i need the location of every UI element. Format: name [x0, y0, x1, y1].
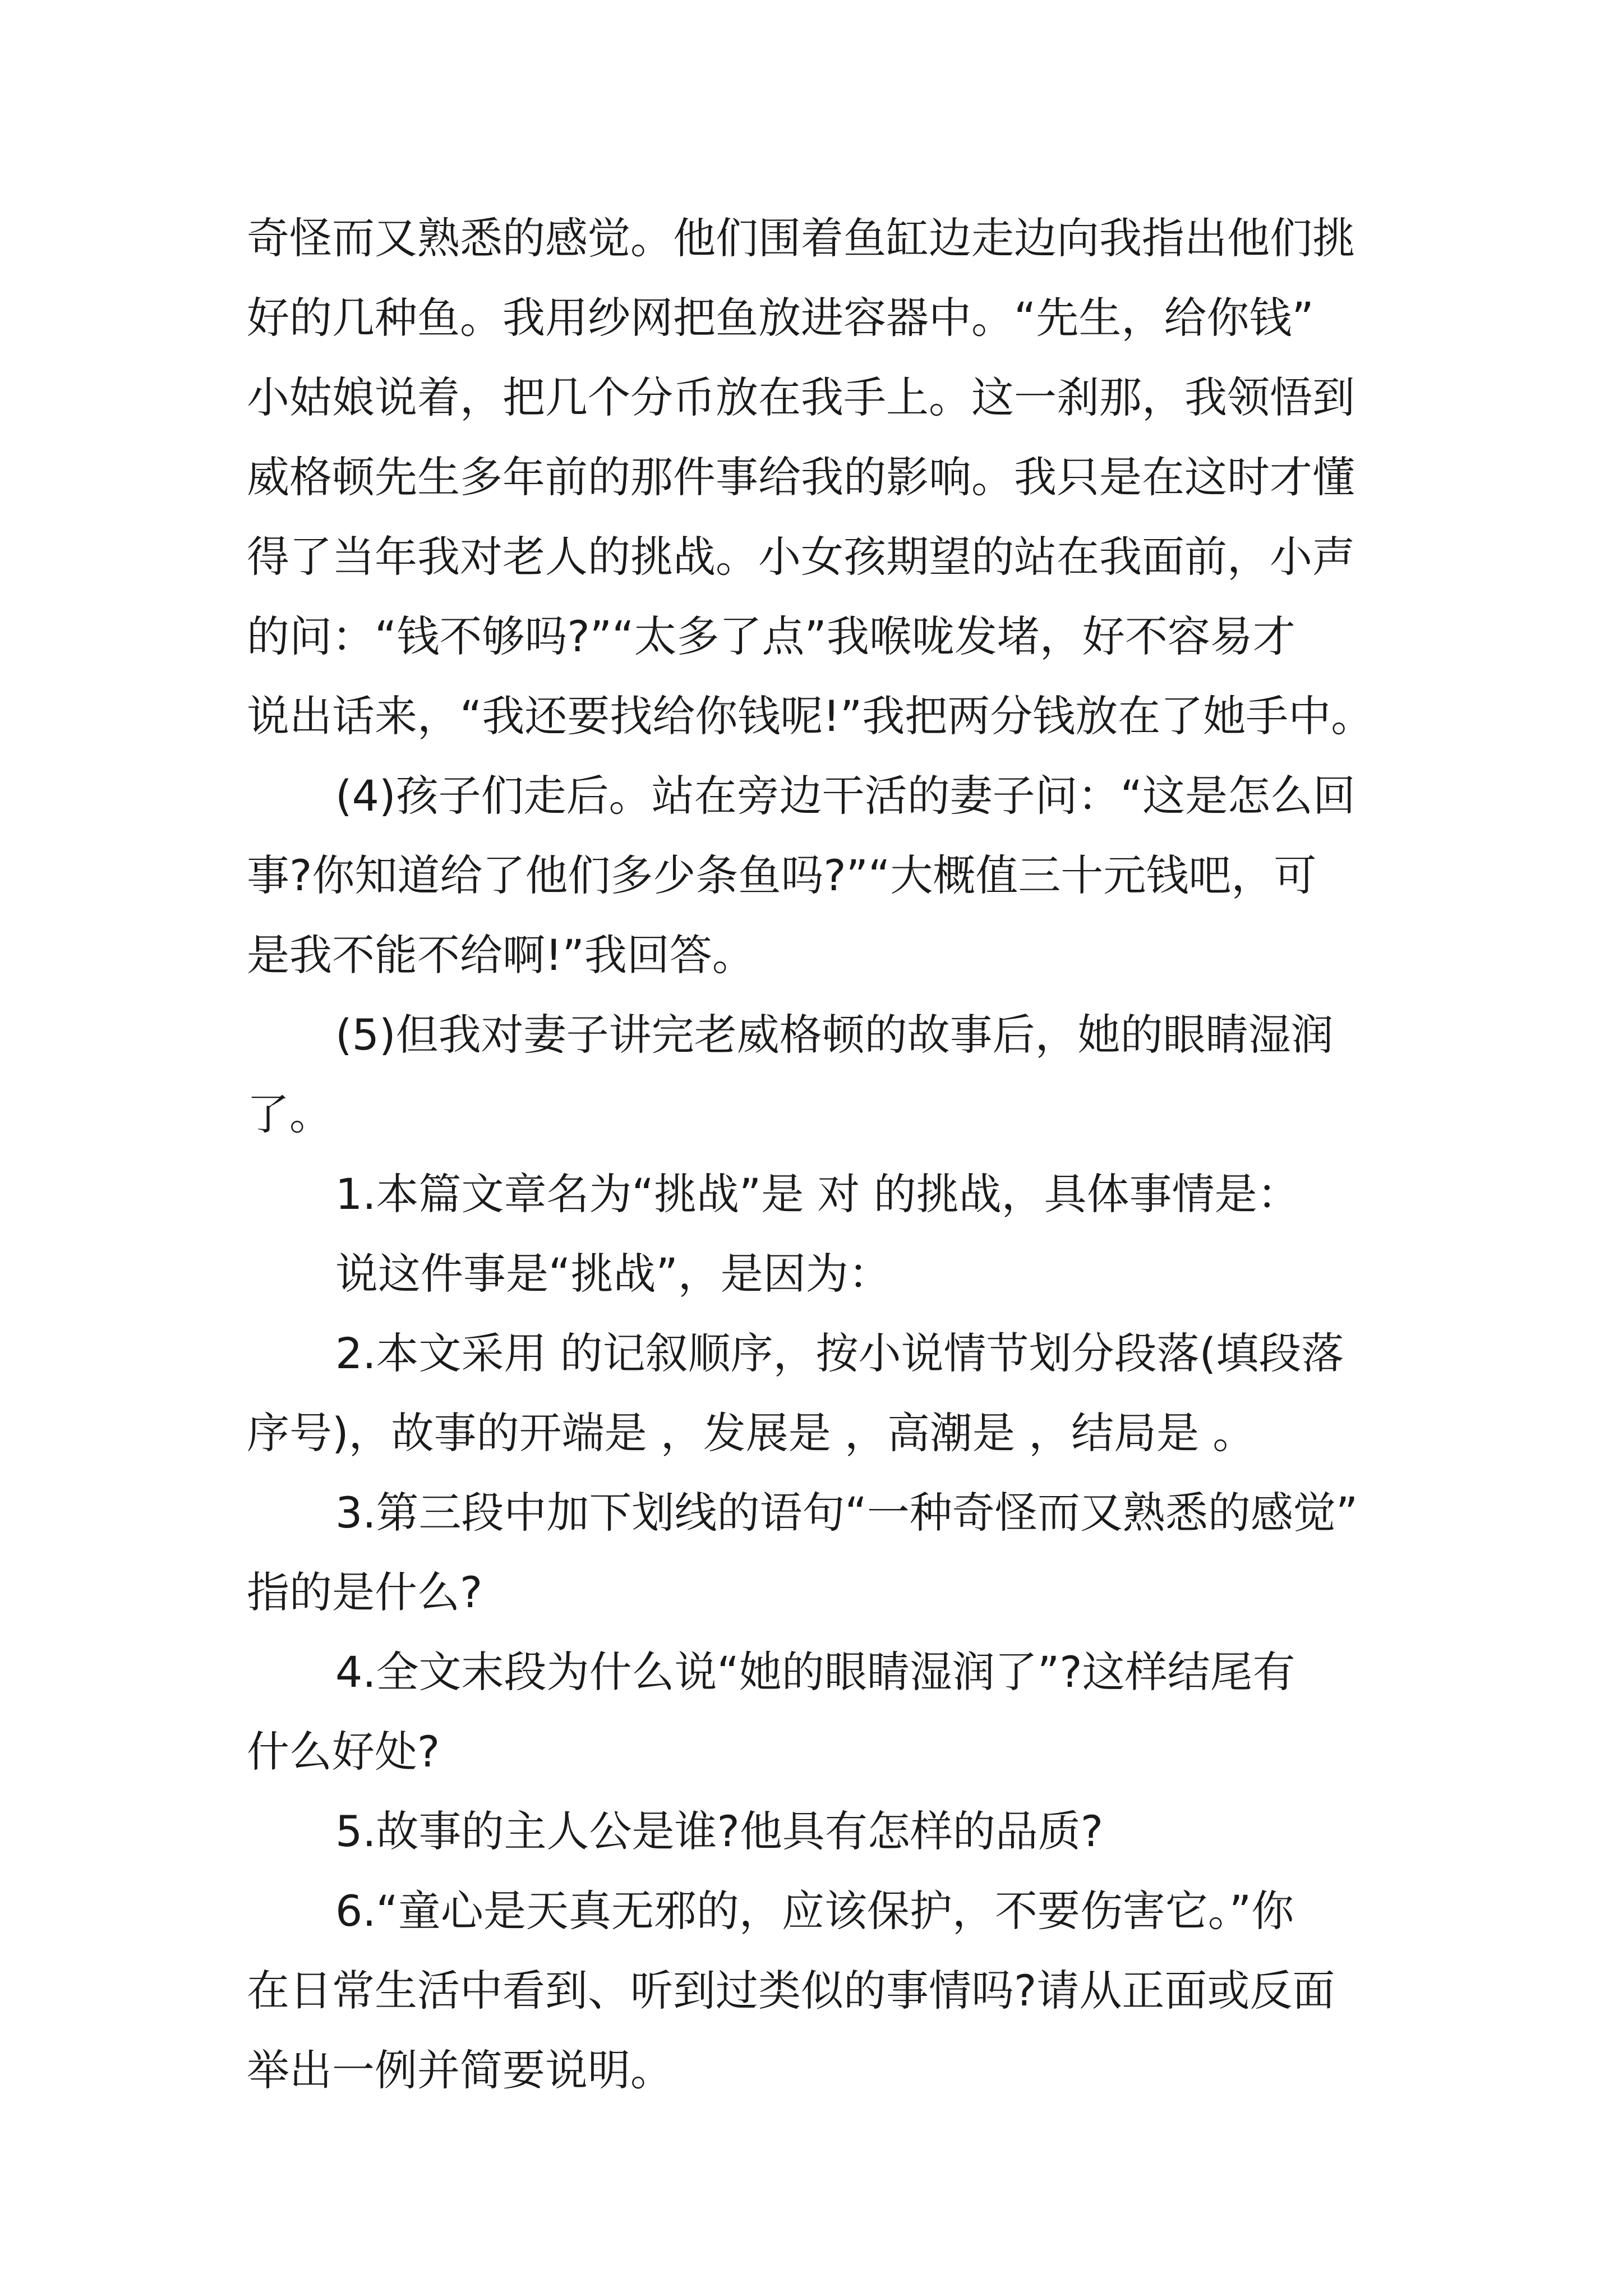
text-line: 好的几种鱼。我用纱网把鱼放进容器中。“先生，给你钱”: [247, 293, 1314, 343]
text-line: 2.本文采用 的记叙顺序，按小说情节划分段落(填段落: [335, 1328, 1344, 1378]
text-line: 说这件事是“挑战”，是因为：: [335, 1249, 891, 1299]
text-line: 奇怪而又熟悉的感觉。他们围着鱼缸边走边向我指出他们挑: [247, 213, 1355, 263]
text-line: 5.故事的主人公是谁?他具有怎样的品质?: [335, 1806, 1104, 1856]
text-line: 了。: [247, 1089, 332, 1139]
text-line: 是我不能不给啊!”我回答。: [247, 930, 755, 980]
text-line: 得了当年我对老人的挑战。小女孩期望的站在我面前，小声: [247, 532, 1355, 582]
text-line: 举出一例并简要说明。: [247, 2045, 673, 2095]
text-line: (5)但我对妻子讲完老威格顿的故事后，她的眼睛湿润: [335, 1010, 1334, 1060]
text-line: (4)孩子们走后。站在旁边干活的妻子问：“这是怎么回: [335, 771, 1356, 821]
text-line: 事?你知道给了他们多少条鱼吗?”“大概值三十元钱吧，可: [247, 850, 1317, 900]
text-line: 6.“童心是天真无邪的，应该保护，不要伤害它。”你: [335, 1886, 1294, 1936]
text-line: 小姑娘说着，把几个分币放在我手上。这一刹那，我领悟到: [247, 372, 1355, 422]
text-line: 4.全文末段为什么说“她的眼睛湿润了”?这样结尾有: [335, 1647, 1295, 1697]
text-line: 1.本篇文章名为“挑战”是 对 的挑战，具体事情是：: [335, 1169, 1300, 1219]
text-line: 威格顿先生多年前的那件事给我的影响。我只是在这时才懂: [247, 452, 1355, 502]
text-line: 序号)，故事的开端是 ，发展是 ，高潮是 ，结局是 。: [247, 1408, 1256, 1458]
text-line: 什么好处?: [247, 1727, 440, 1777]
text-line: 指的是什么?: [247, 1567, 483, 1617]
text-line: 在日常生活中看到、听到过类似的事情吗?请从正面或反面: [247, 1966, 1335, 2016]
text-line: 3.第三段中加下划线的语句“一种奇怪而又熟悉的感觉”: [335, 1488, 1358, 1538]
text-line: 的问：“钱不够吗?”“太多了点”我喉咙发堵，好不容易才: [247, 611, 1295, 661]
text-line: 说出话来，“我还要找给你钱呢!”我把两分钱放在了她手中。: [247, 691, 1374, 741]
